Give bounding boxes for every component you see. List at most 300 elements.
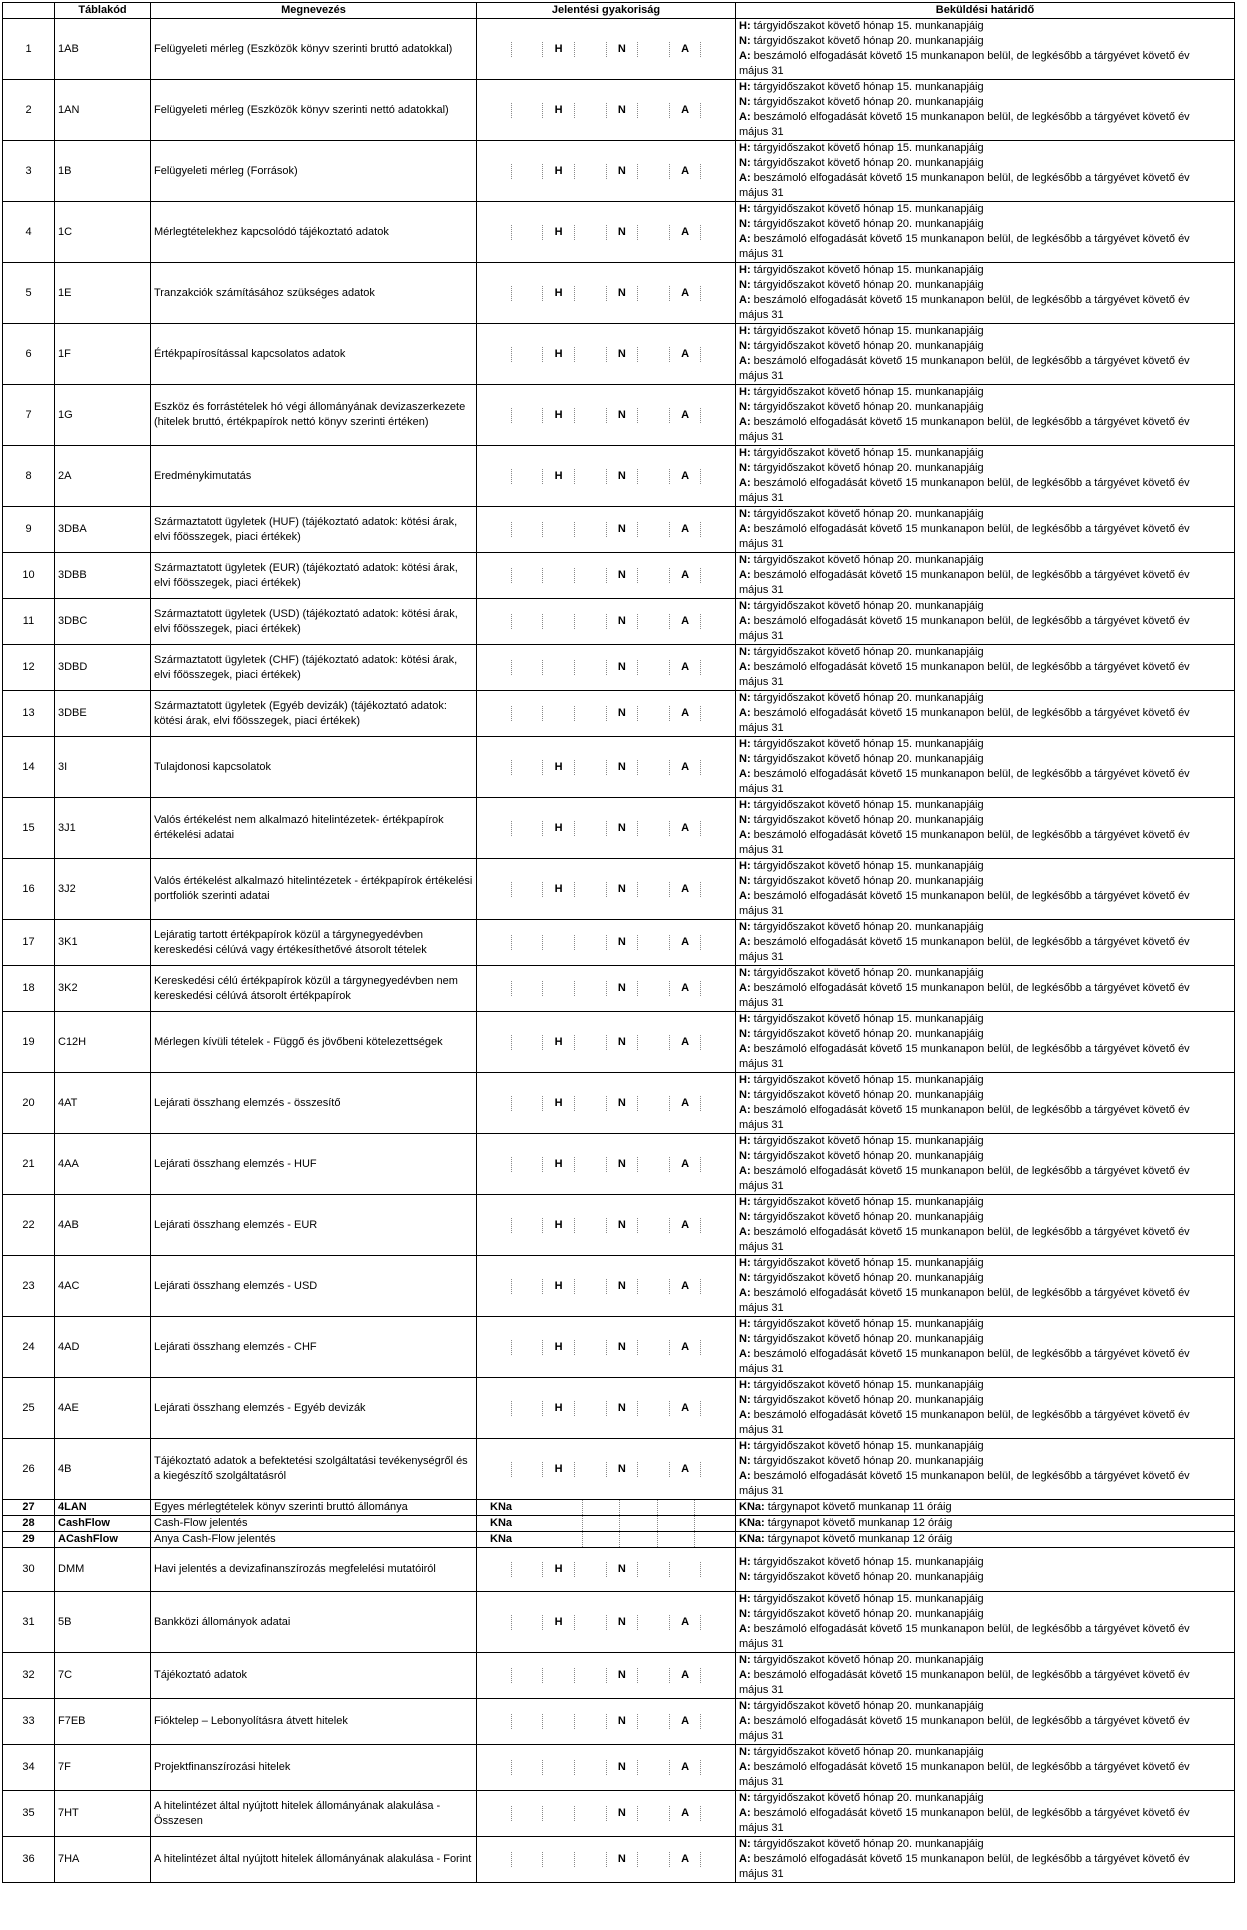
deadline-text-cont: május 31 <box>739 1776 784 1788</box>
frequency-empty <box>575 1340 607 1355</box>
deadline-text-cont: május 31 <box>739 1302 784 1314</box>
deadline-prefix: N: <box>739 462 751 474</box>
frequency-empty <box>583 1532 621 1547</box>
deadline-cell <box>736 737 1235 798</box>
deadline-text: tárgyidőszakot követő hónap 20. munkanapjáig <box>753 646 984 658</box>
frequency-empty <box>575 981 607 996</box>
deadline-prefix: H: <box>739 264 751 276</box>
deadline-prefix: N: <box>739 1792 751 1804</box>
table-row <box>3 507 1235 553</box>
deadline-text: tárgyidőszakot követő hónap 20. munkanapjáig <box>753 1654 984 1666</box>
deadline-text: tárgyidőszakot követő hónap 15. munkanapjáig <box>753 738 984 750</box>
row-number: 22 <box>3 1195 55 1256</box>
frequency-grid <box>480 935 732 950</box>
frequency-h: H <box>543 1401 575 1416</box>
frequency-cell <box>477 737 736 798</box>
frequency-a: A <box>670 981 702 996</box>
deadline-text: tárgyidőszakot követő hónap 15. munkanapjáig <box>753 799 984 811</box>
frequency-n: N <box>607 1096 639 1111</box>
frequency-empty <box>480 522 512 537</box>
frequency-cell <box>477 141 736 202</box>
frequency-empty <box>480 1035 512 1050</box>
frequency-empty <box>620 1516 658 1531</box>
deadline-prefix: N: <box>739 1654 751 1666</box>
frequency-n: N <box>607 568 639 583</box>
deadline-cell <box>736 1699 1235 1745</box>
deadline-text: tárgyidőszakot követő hónap 15. munkanapjáig <box>753 1593 984 1605</box>
deadline-prefix: N: <box>739 814 751 826</box>
frequency-cell <box>477 1256 736 1317</box>
deadline-text-cont: május 31 <box>739 1822 784 1834</box>
table-name: Mérlegtételekhez kapcsolódó tájékoztató adatok <box>151 202 477 263</box>
frequency-kna: KNa <box>480 1532 583 1547</box>
frequency-empty <box>512 1852 544 1867</box>
deadline-text: tárgyidőszakot követő hónap 20. munkanapjáig <box>753 1608 984 1620</box>
table-name: Tulajdonosi kapcsolatok <box>151 737 477 798</box>
deadline-text-cont: május 31 <box>739 1424 784 1436</box>
deadline-text: tárgyidőszakot követő hónap 15. munkanapjáig <box>753 447 984 459</box>
deadline-cell <box>736 1532 1235 1548</box>
frequency-h <box>543 614 575 629</box>
deadline-text-cont: május 31 <box>739 538 784 550</box>
deadline-text: tárgyidőszakot követő hónap 15. munkanapjáig <box>753 142 984 154</box>
frequency-cell <box>477 1073 736 1134</box>
deadline-text: tárgyidőszakot követő hónap 15. munkanapjáig <box>753 1196 984 1208</box>
frequency-n: N <box>607 981 639 996</box>
frequency-empty <box>575 882 607 897</box>
deadline-prefix: N: <box>739 1746 751 1758</box>
row-number: 36 <box>3 1837 55 1883</box>
frequency-empty <box>638 614 670 629</box>
frequency-empty <box>480 1279 512 1294</box>
frequency-h: H <box>543 469 575 484</box>
frequency-n: N <box>607 1218 639 1233</box>
deadline-prefix: N: <box>739 1089 751 1101</box>
deadline-text: tárgyidőszakot követő hónap 20. munkanapjáig <box>753 1333 984 1345</box>
deadline-text: beszámoló elfogadását követő 15 munkanapon belül, de legkésőbb a tárgyévet követő év <box>753 707 1190 719</box>
row-number: 2 <box>3 80 55 141</box>
deadline-text-cont: május 31 <box>739 126 784 138</box>
deadline-prefix: H: <box>739 1593 751 1605</box>
header-row <box>3 3 1235 19</box>
table-code: 1E <box>55 263 151 324</box>
deadline-prefix: N: <box>739 1028 751 1040</box>
deadline-text: tárgyidőszakot követő hónap 20. munkanapjáig <box>753 96 984 108</box>
frequency-empty <box>480 1340 512 1355</box>
frequency-empty <box>638 660 670 675</box>
deadline-prefix: N: <box>739 967 751 979</box>
frequency-cell <box>477 19 736 80</box>
frequency-empty <box>638 347 670 362</box>
deadline-prefix: H: <box>739 325 751 337</box>
table-name: Fióktelep – Lebonyolításra átvett hitelek <box>151 1699 477 1745</box>
frequency-cell <box>477 1653 736 1699</box>
frequency-cell <box>477 1012 736 1073</box>
deadline-prefix: H: <box>739 386 751 398</box>
deadline-prefix: KNa: <box>739 1501 765 1513</box>
deadline-cell <box>736 691 1235 737</box>
deadline-prefix: H: <box>739 1013 751 1025</box>
row-number: 26 <box>3 1439 55 1500</box>
deadline-text-cont: május 31 <box>739 431 784 443</box>
table-name: Származtatott ügyletek (HUF) (tájékoztató adatok: kötési árak, elvi főösszegek, piaci értékek) <box>151 507 477 553</box>
deadline-text: beszámoló elfogadását követő 15 munkanapon belül, de legkésőbb a tárgyévet követő év <box>753 1623 1190 1635</box>
frequency-a <box>670 1562 702 1577</box>
frequency-a: A <box>670 660 702 675</box>
frequency-empty <box>512 522 544 537</box>
frequency-empty <box>480 1760 512 1775</box>
frequency-empty <box>480 935 512 950</box>
frequency-empty <box>512 614 544 629</box>
deadline-text-cont: május 31 <box>739 248 784 260</box>
deadline-cell <box>736 1378 1235 1439</box>
frequency-empty <box>575 706 607 721</box>
frequency-empty <box>695 1500 732 1515</box>
frequency-a: A <box>670 347 702 362</box>
table-code: 3DBB <box>55 553 151 599</box>
row-number: 16 <box>3 859 55 920</box>
table-code: 4B <box>55 1439 151 1500</box>
deadline-cell <box>736 920 1235 966</box>
frequency-a: A <box>670 408 702 423</box>
frequency-empty <box>701 1668 732 1683</box>
table-code: 7C <box>55 1653 151 1699</box>
frequency-n: N <box>607 935 639 950</box>
deadline-text: tárgyidőszakot követő hónap 15. munkanapjáig <box>753 20 984 32</box>
row-number: 24 <box>3 1317 55 1378</box>
deadline-text: tárgyidőszakot követő hónap 20. munkanapjáig <box>753 554 984 566</box>
deadline-text: beszámoló elfogadását követő 15 munkanapon belül, de legkésőbb a tárgyévet követő év <box>753 1348 1190 1360</box>
row-number: 1 <box>3 19 55 80</box>
frequency-n: N <box>607 706 639 721</box>
frequency-empty <box>638 469 670 484</box>
table-row <box>3 324 1235 385</box>
table-code: 3DBE <box>55 691 151 737</box>
deadline-text: tárgyidőszakot követő hónap 15. munkanapjáig <box>753 1257 984 1269</box>
deadline-cell <box>736 1256 1235 1317</box>
frequency-empty <box>512 935 544 950</box>
frequency-empty <box>512 1760 544 1775</box>
deadline-cell <box>736 1439 1235 1500</box>
deadline-text: tárgyidőszakot követő hónap 15. munkanapjáig <box>753 81 984 93</box>
frequency-empty <box>638 1279 670 1294</box>
deadline-cell <box>736 1592 1235 1653</box>
frequency-empty <box>701 706 732 721</box>
deadline-text: tárgyidőszakot követő hónap 20. munkanapjáig <box>753 462 984 474</box>
frequency-n: N <box>607 1279 639 1294</box>
frequency-empty <box>701 981 732 996</box>
frequency-empty <box>575 522 607 537</box>
frequency-h <box>543 1760 575 1775</box>
frequency-grid <box>480 522 732 537</box>
frequency-a: A <box>670 1218 702 1233</box>
frequency-a: A <box>670 1714 702 1729</box>
frequency-empty <box>480 1615 512 1630</box>
frequency-empty <box>480 1806 512 1821</box>
table-code: 7HT <box>55 1791 151 1837</box>
deadline-text-cont: május 31 <box>739 187 784 199</box>
deadline-text: tárgyidőszakot követő hónap 15. munkanapjáig <box>753 860 984 872</box>
frequency-h: H <box>543 1562 575 1577</box>
deadline-prefix: A: <box>739 615 751 627</box>
deadline-text-cont: május 31 <box>739 722 784 734</box>
frequency-n: N <box>607 1615 639 1630</box>
deadline-text: beszámoló elfogadását követő 15 munkanapon belül, de legkésőbb a tárgyévet követő év <box>753 661 1190 673</box>
deadline-text: tárgyidőszakot követő hónap 20. munkanapjáig <box>753 1455 984 1467</box>
frequency-kna: KNa <box>480 1500 583 1515</box>
table-code: 7F <box>55 1745 151 1791</box>
deadline-prefix: N: <box>739 1211 751 1223</box>
frequency-cell <box>477 263 736 324</box>
frequency-empty <box>658 1500 696 1515</box>
frequency-empty <box>512 1668 544 1683</box>
deadline-text: beszámoló elfogadását követő 15 munkanapon belül, de legkésőbb a tárgyévet követő év <box>753 1470 1190 1482</box>
frequency-grid <box>480 1157 732 1172</box>
frequency-grid <box>480 882 732 897</box>
deadline-prefix: A: <box>739 1226 751 1238</box>
row-number: 35 <box>3 1791 55 1837</box>
deadline-cell <box>736 141 1235 202</box>
frequency-empty <box>701 1714 732 1729</box>
table-code: ACashFlow <box>55 1532 151 1548</box>
frequency-empty <box>701 1157 732 1172</box>
frequency-empty <box>575 103 607 118</box>
row-number: 29 <box>3 1532 55 1548</box>
frequency-empty <box>512 1615 544 1630</box>
deadline-text: tárgyidőszakot követő hónap 20. munkanapjáig <box>753 753 984 765</box>
deadline-text: beszámoló elfogadását követő 15 munkanapon belül, de legkésőbb a tárgyévet követő év <box>753 1287 1190 1299</box>
frequency-grid <box>480 164 732 179</box>
table-row <box>3 1378 1235 1439</box>
frequency-grid <box>480 1340 732 1355</box>
frequency-empty <box>575 1615 607 1630</box>
frequency-empty <box>512 408 544 423</box>
frequency-h <box>543 522 575 537</box>
frequency-h <box>543 1668 575 1683</box>
frequency-grid <box>480 1615 732 1630</box>
frequency-empty <box>480 1401 512 1416</box>
table-row <box>3 385 1235 446</box>
table-code: 4AA <box>55 1134 151 1195</box>
table-row <box>3 1012 1235 1073</box>
frequency-grid <box>480 1532 732 1547</box>
deadline-prefix: H: <box>739 1257 751 1269</box>
table-row <box>3 1500 1235 1516</box>
frequency-grid <box>480 1500 732 1515</box>
deadline-prefix: H: <box>739 203 751 215</box>
table-code: 4AE <box>55 1378 151 1439</box>
frequency-empty <box>575 1806 607 1821</box>
deadline-text-cont: május 31 <box>739 1684 784 1696</box>
frequency-grid <box>480 614 732 629</box>
frequency-grid <box>480 347 732 362</box>
frequency-a: A <box>670 225 702 240</box>
table-row <box>3 1548 1235 1592</box>
deadline-prefix: A: <box>739 523 751 535</box>
row-number: 21 <box>3 1134 55 1195</box>
row-number: 8 <box>3 446 55 507</box>
frequency-h <box>543 660 575 675</box>
table-row <box>3 141 1235 202</box>
table-code: 3J2 <box>55 859 151 920</box>
deadline-prefix: N: <box>739 1700 751 1712</box>
deadline-text: beszámoló elfogadását követő 15 munkanapon belül, de legkésőbb a tárgyévet követő év <box>753 523 1190 535</box>
frequency-empty <box>512 103 544 118</box>
table-row <box>3 1745 1235 1791</box>
table-code: 3K1 <box>55 920 151 966</box>
frequency-empty <box>638 103 670 118</box>
table-name: Eredménykimutatás <box>151 446 477 507</box>
frequency-empty <box>638 1340 670 1355</box>
table-name: Kereskedési célú értékpapírok közül a tárgynegyedévben nem kereskedési célúvá átsorolt értékpapírok <box>151 966 477 1012</box>
deadline-text: beszámoló elfogadását követő 15 munkanapon belül, de legkésőbb a tárgyévet követő év <box>753 1669 1190 1681</box>
deadline-prefix: A: <box>739 294 751 306</box>
row-number: 13 <box>3 691 55 737</box>
frequency-grid <box>480 706 732 721</box>
deadline-cell <box>736 1073 1235 1134</box>
frequency-empty <box>512 225 544 240</box>
deadline-text: tárgyidőszakot követő hónap 20. munkanapjáig <box>753 1792 984 1804</box>
deadline-prefix: N: <box>739 554 751 566</box>
frequency-grid <box>480 286 732 301</box>
deadline-prefix: H: <box>739 1440 751 1452</box>
frequency-empty <box>512 1806 544 1821</box>
frequency-empty <box>701 1615 732 1630</box>
table-name: Értékpapírosítással kapcsolatos adatok <box>151 324 477 385</box>
frequency-cell <box>477 1745 736 1791</box>
frequency-empty <box>638 225 670 240</box>
frequency-n: N <box>607 1852 639 1867</box>
deadline-prefix: N: <box>739 157 751 169</box>
deadline-text: beszámoló elfogadását követő 15 munkanapon belül, de legkésőbb a tárgyévet követő év <box>753 982 1190 994</box>
row-number: 11 <box>3 599 55 645</box>
deadline-text: tárgyidőszakot követő hónap 20. munkanapjáig <box>753 1394 984 1406</box>
frequency-cell <box>477 507 736 553</box>
table-code: 7HA <box>55 1837 151 1883</box>
frequency-n: N <box>607 760 639 775</box>
frequency-empty <box>701 225 732 240</box>
frequency-empty <box>638 1462 670 1477</box>
frequency-cell <box>477 553 736 599</box>
deadline-text: tárgyidőszakot követő hónap 15. munkanapjáig <box>753 1318 984 1330</box>
frequency-h: H <box>543 42 575 57</box>
frequency-empty <box>512 1562 544 1577</box>
frequency-cell <box>477 1317 736 1378</box>
deadline-text: tárgyidőszakot követő hónap 20. munkanapjáig <box>753 967 984 979</box>
frequency-empty <box>638 1096 670 1111</box>
deadline-cell <box>736 1195 1235 1256</box>
frequency-empty <box>575 1096 607 1111</box>
frequency-cell <box>477 385 736 446</box>
deadline-text: tárgyidőszakot követő hónap 20. munkanapjáig <box>753 921 984 933</box>
deadline-text: tárgyidőszakot követő hónap 20. munkanapjáig <box>753 1150 984 1162</box>
frequency-empty <box>480 164 512 179</box>
frequency-n: N <box>607 1760 639 1775</box>
frequency-a: A <box>670 882 702 897</box>
frequency-n: N <box>607 660 639 675</box>
deadline-text: beszámoló elfogadását követő 15 munkanapon belül, de legkésőbb a tárgyévet követő év <box>753 890 1190 902</box>
deadline-text: tárgyidőszakot követő hónap 15. munkanapjáig <box>753 1555 984 1568</box>
frequency-cell <box>477 966 736 1012</box>
frequency-grid <box>480 1035 732 1050</box>
frequency-empty <box>480 760 512 775</box>
deadline-prefix: N: <box>739 692 751 704</box>
frequency-h <box>543 1806 575 1821</box>
frequency-n: N <box>607 347 639 362</box>
frequency-empty <box>512 1096 544 1111</box>
table-name: Egyes mérlegtételek könyv szerinti bruttó állománya <box>151 1500 477 1516</box>
table-row <box>3 920 1235 966</box>
deadline-text: beszámoló elfogadását követő 15 munkanapon belül, de legkésőbb a tárgyévet követő év <box>753 1104 1190 1116</box>
frequency-empty <box>575 408 607 423</box>
deadline-cell <box>736 1653 1235 1699</box>
table-name: Felügyeleti mérleg (Eszközök könyv szerinti nettó adatokkal) <box>151 80 477 141</box>
frequency-empty <box>701 522 732 537</box>
header-deadline: Beküldési határidő <box>736 3 1235 19</box>
deadline-prefix: A: <box>739 50 751 62</box>
frequency-a: A <box>670 1157 702 1172</box>
table-code: 1G <box>55 385 151 446</box>
table-code: 1AB <box>55 19 151 80</box>
table-name: A hitelintézet által nyújtott hitelek állományának alakulása - Összesen <box>151 1791 477 1837</box>
header-frequency: Jelentési gyakoriság <box>477 3 736 19</box>
deadline-text-cont: május 31 <box>739 997 784 1009</box>
table-row <box>3 1073 1235 1134</box>
table-row <box>3 263 1235 324</box>
row-number: 20 <box>3 1073 55 1134</box>
frequency-empty <box>583 1516 621 1531</box>
frequency-empty <box>480 568 512 583</box>
deadline-prefix: A: <box>739 1287 751 1299</box>
table-name: Származtatott ügyletek (USD) (tájékoztató adatok: kötési árak, elvi főösszegek, piaci értékek) <box>151 599 477 645</box>
table-code: 4AB <box>55 1195 151 1256</box>
frequency-empty <box>512 164 544 179</box>
frequency-cell <box>477 1134 736 1195</box>
deadline-text: tárgyidőszakot követő hónap 20. munkanapjáig <box>753 814 984 826</box>
frequency-n: N <box>607 1714 639 1729</box>
deadline-text: tárgyidőszakot követő hónap 20. munkanapjáig <box>753 401 984 413</box>
frequency-empty <box>512 660 544 675</box>
frequency-h <box>543 935 575 950</box>
frequency-n: N <box>607 103 639 118</box>
table-row <box>3 1699 1235 1745</box>
frequency-grid <box>480 1760 732 1775</box>
frequency-empty <box>638 1852 670 1867</box>
row-number: 18 <box>3 966 55 1012</box>
deadline-text: beszámoló elfogadását követő 15 munkanapon belül, de legkésőbb a tárgyévet követő év <box>753 1409 1190 1421</box>
table-name: Tranzakciók számításához szükséges adatok <box>151 263 477 324</box>
frequency-h: H <box>543 821 575 836</box>
frequency-a: A <box>670 164 702 179</box>
deadline-text: tárgyidőszakot követő hónap 15. munkanapjáig <box>753 1440 984 1452</box>
table-name: Származtatott ügyletek (Egyéb devizák) (tájékoztató adatok: kötési árak, elvi főösszegek, piaci értékek) <box>151 691 477 737</box>
frequency-a: A <box>670 935 702 950</box>
deadline-text: tárgyidőszakot követő hónap 20. munkanapjáig <box>753 340 984 352</box>
frequency-grid <box>480 660 732 675</box>
frequency-cell <box>477 1837 736 1883</box>
frequency-a: A <box>670 1279 702 1294</box>
frequency-n: N <box>607 614 639 629</box>
frequency-cell <box>477 599 736 645</box>
table-row <box>3 1837 1235 1883</box>
frequency-empty <box>575 1668 607 1683</box>
frequency-empty <box>480 981 512 996</box>
deadline-text: tárgyidőszakot követő hónap 20. munkanapjáig <box>753 279 984 291</box>
deadline-text: tárgyidőszakot követő hónap 15. munkanapjáig <box>753 203 984 215</box>
table-code: 4AC <box>55 1256 151 1317</box>
deadline-prefix: N: <box>739 96 751 108</box>
frequency-empty <box>575 568 607 583</box>
